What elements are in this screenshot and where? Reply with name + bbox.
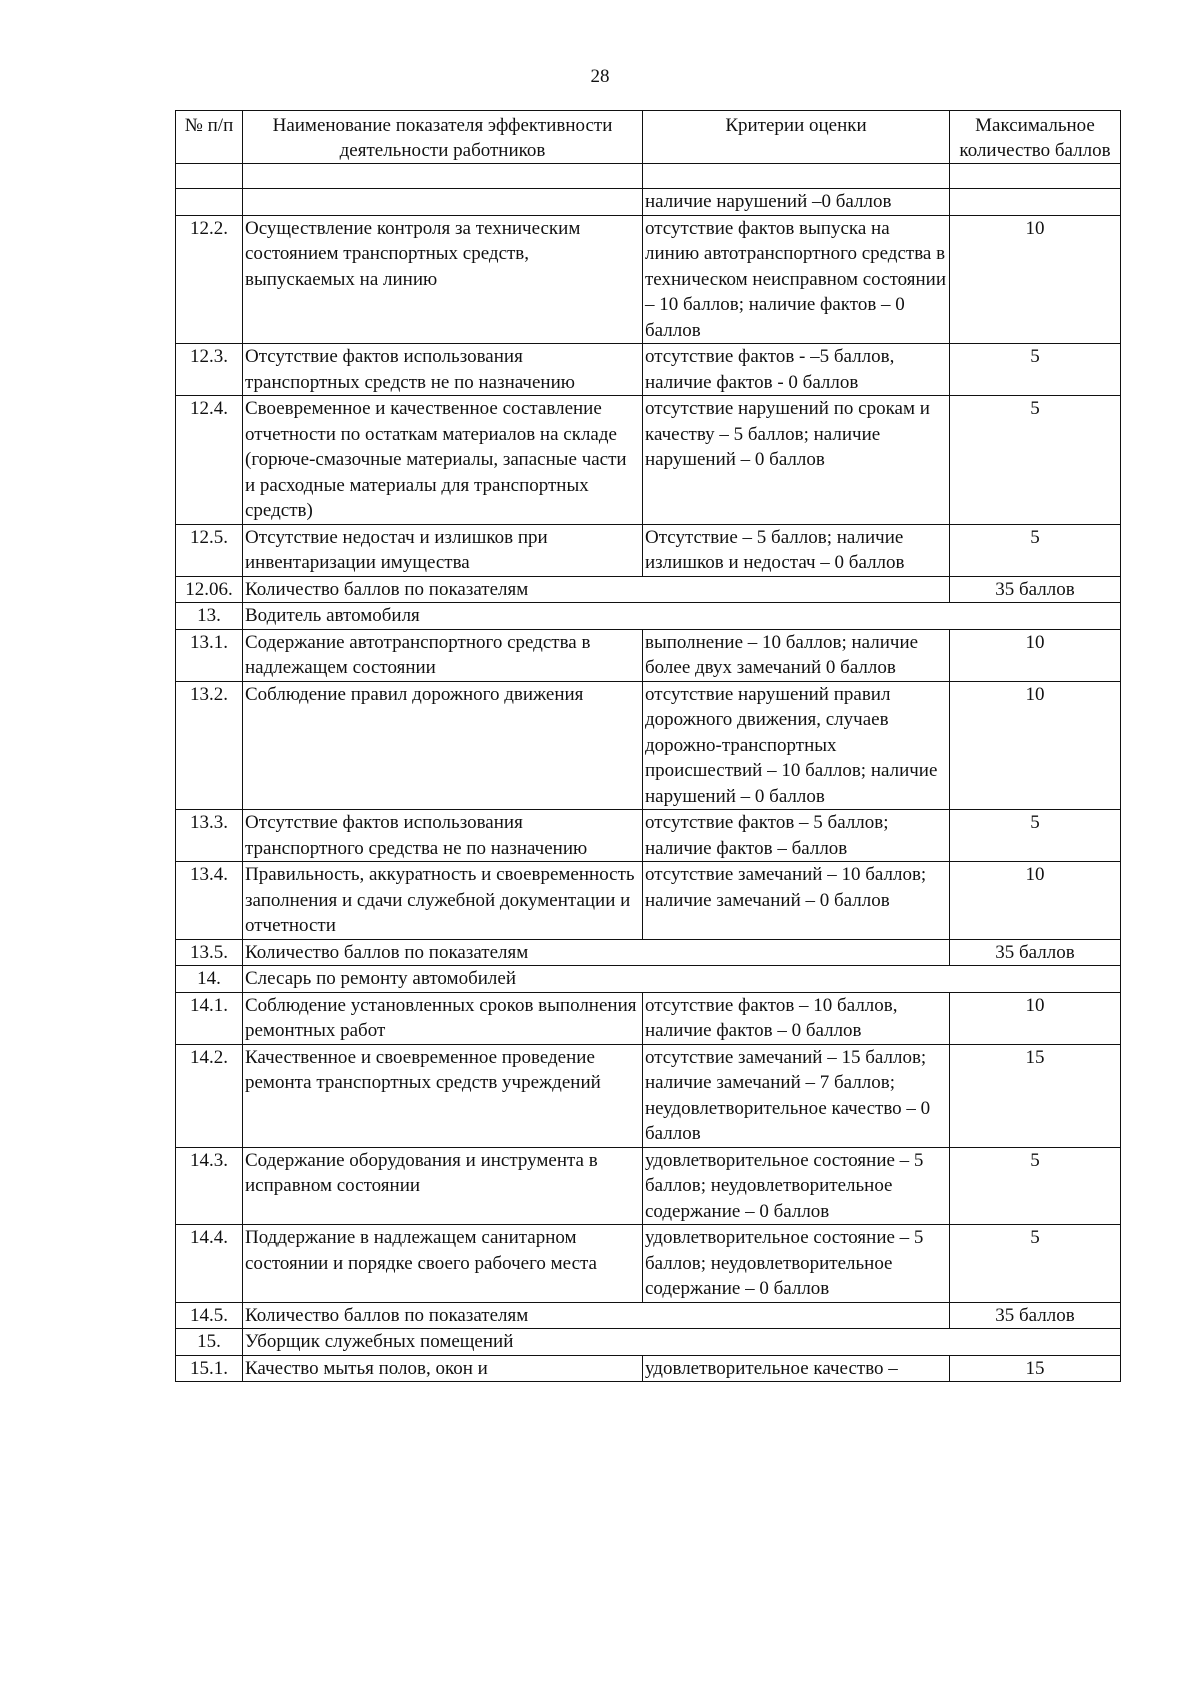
table-row [176,1044,1121,1147]
section-title: Уборщик служебных помещений [243,1329,1121,1356]
total-value: 35 баллов [950,1302,1121,1329]
row-number: 12.4. [176,396,243,525]
row-number: 14.5. [176,1302,243,1329]
row-number: 13.2. [176,681,243,810]
row-number: 15. [176,1329,243,1356]
max-score: 15 [950,1355,1121,1382]
table-row [176,1355,1121,1382]
evaluation-criteria: наличие нарушений –0 баллов [643,189,950,216]
indicator-name: Правильность, аккуратность и своевременность заполнения и сдачи служебной документации и отчетности [243,862,643,940]
section-row [176,966,1121,993]
row-number: 12.06. [176,576,243,603]
indicator-name: Осуществление контроля за техническим состоянием транспортных средств, выпускаемых на линию [243,215,643,344]
total-row [176,939,1121,966]
table-row [176,189,1121,216]
max-score: 5 [950,344,1121,396]
max-score: 5 [950,810,1121,862]
evaluation-criteria: отсутствие нарушений по срокам и качеству – 5 баллов; наличие нарушений – 0 баллов [643,396,950,525]
table-row [176,629,1121,681]
evaluation-table [175,110,1121,1382]
table-row [176,681,1121,810]
table-row [176,396,1121,525]
section-title: Водитель автомобиля [243,603,1121,630]
section-row [176,603,1121,630]
total-row [176,1302,1121,1329]
max-score: 5 [950,1147,1121,1225]
row-number: 13.1. [176,629,243,681]
row-number: 13.3. [176,810,243,862]
max-score [950,189,1121,216]
row-number: 14. [176,966,243,993]
row-number: 14.1. [176,992,243,1044]
row-number: 14.3. [176,1147,243,1225]
max-score: 15 [950,1044,1121,1147]
row-number: 14.4. [176,1225,243,1303]
header-max: Максимальное количество баллов [950,111,1121,164]
evaluation-criteria: отсутствие замечаний – 15 баллов; наличие замечаний – 7 баллов; неудовлетворительное качество – 0 баллов [643,1044,950,1147]
max-score: 5 [950,396,1121,525]
indicator-name: Соблюдение правил дорожного движения [243,681,643,810]
row-number: 15.1. [176,1355,243,1382]
section-row [176,1329,1121,1356]
max-score: 5 [950,1225,1121,1303]
table-body [176,189,1121,1382]
section-title: Слесарь по ремонту автомобилей [243,966,1121,993]
table-header [176,111,1121,189]
max-score: 10 [950,215,1121,344]
table-row [176,524,1121,576]
indicator-name: Отсутствие фактов использования транспортных средств не по назначению [243,344,643,396]
max-score: 10 [950,681,1121,810]
header-num: № п/п [176,111,243,164]
row-number: 13.4. [176,862,243,940]
max-score: 10 [950,992,1121,1044]
row-number: 13. [176,603,243,630]
table-row [176,810,1121,862]
row-number: 12.3. [176,344,243,396]
evaluation-criteria: удовлетворительное качество – [643,1355,950,1382]
evaluation-criteria: удовлетворительное состояние – 5 баллов; неудовлетворительное содержание – 0 баллов [643,1147,950,1225]
indicator-name: Отсутствие недостач и излишков при инвентаризации имущества [243,524,643,576]
total-label: Количество баллов по показателям [243,939,950,966]
indicator-name: Качество мытья полов, окон и [243,1355,643,1382]
row-number: 13.5. [176,939,243,966]
header-name: Наименование показателя эффективности деятельности работников [243,111,643,164]
table-row [176,862,1121,940]
max-score: 10 [950,862,1121,940]
max-score: 10 [950,629,1121,681]
indicator-name: Поддержание в надлежащем санитарном состоянии и порядке своего рабочего места [243,1225,643,1303]
row-number: 14.2. [176,1044,243,1147]
indicator-name [243,189,643,216]
total-value: 35 баллов [950,939,1121,966]
row-number: 12.5. [176,524,243,576]
max-score: 5 [950,524,1121,576]
table-row [176,344,1121,396]
evaluation-criteria: выполнение – 10 баллов; наличие более двух замечаний 0 баллов [643,629,950,681]
evaluation-criteria: отсутствие нарушений правил дорожного движения, случаев дорожно-транспортных происшествий – 10 баллов; наличие нарушений – 0 баллов [643,681,950,810]
table-row [176,992,1121,1044]
total-label: Количество баллов по показателям [243,1302,950,1329]
total-row [176,576,1121,603]
evaluation-criteria: Отсутствие – 5 баллов; наличие излишков и недостач – 0 баллов [643,524,950,576]
indicator-name: Отсутствие фактов использования транспортного средства не по назначению [243,810,643,862]
table-row [176,1225,1121,1303]
evaluation-criteria: отсутствие фактов - –5 баллов, наличие фактов - 0 баллов [643,344,950,396]
table-row [176,215,1121,344]
evaluation-criteria: удовлетворительное состояние – 5 баллов; неудовлетворительное содержание – 0 баллов [643,1225,950,1303]
indicator-name: Соблюдение установленных сроков выполнения ремонтных работ [243,992,643,1044]
row-number [176,189,243,216]
indicator-name: Качественное и своевременное проведение ремонта транспортных средств учреждений [243,1044,643,1147]
total-value: 35 баллов [950,576,1121,603]
evaluation-criteria: отсутствие фактов – 5 баллов; наличие фактов – баллов [643,810,950,862]
indicator-name: Своевременное и качественное составление отчетности по остаткам материалов на складе (горюче-смазочные материалы, запасные части и расходные материалы для транспортных средств) [243,396,643,525]
evaluation-criteria: отсутствие фактов – 10 баллов, наличие фактов – 0 баллов [643,992,950,1044]
header-criteria: Критерии оценки [643,111,950,164]
header-spacer-row [176,164,1121,189]
total-label: Количество баллов по показателям [243,576,950,603]
page-number: 28 [590,66,610,87]
evaluation-criteria: отсутствие фактов выпуска на линию автотранспортного средства в техническом неисправном состоянии – 10 баллов; наличие фактов – 0 баллов [643,215,950,344]
evaluation-criteria: отсутствие замечаний – 10 баллов; наличие замечаний – 0 баллов [643,862,950,940]
indicator-name: Содержание автотранспортного средства в надлежащем состоянии [243,629,643,681]
indicator-name: Содержание оборудования и инструмента в исправном состоянии [243,1147,643,1225]
table-row [176,1147,1121,1225]
row-number: 12.2. [176,215,243,344]
